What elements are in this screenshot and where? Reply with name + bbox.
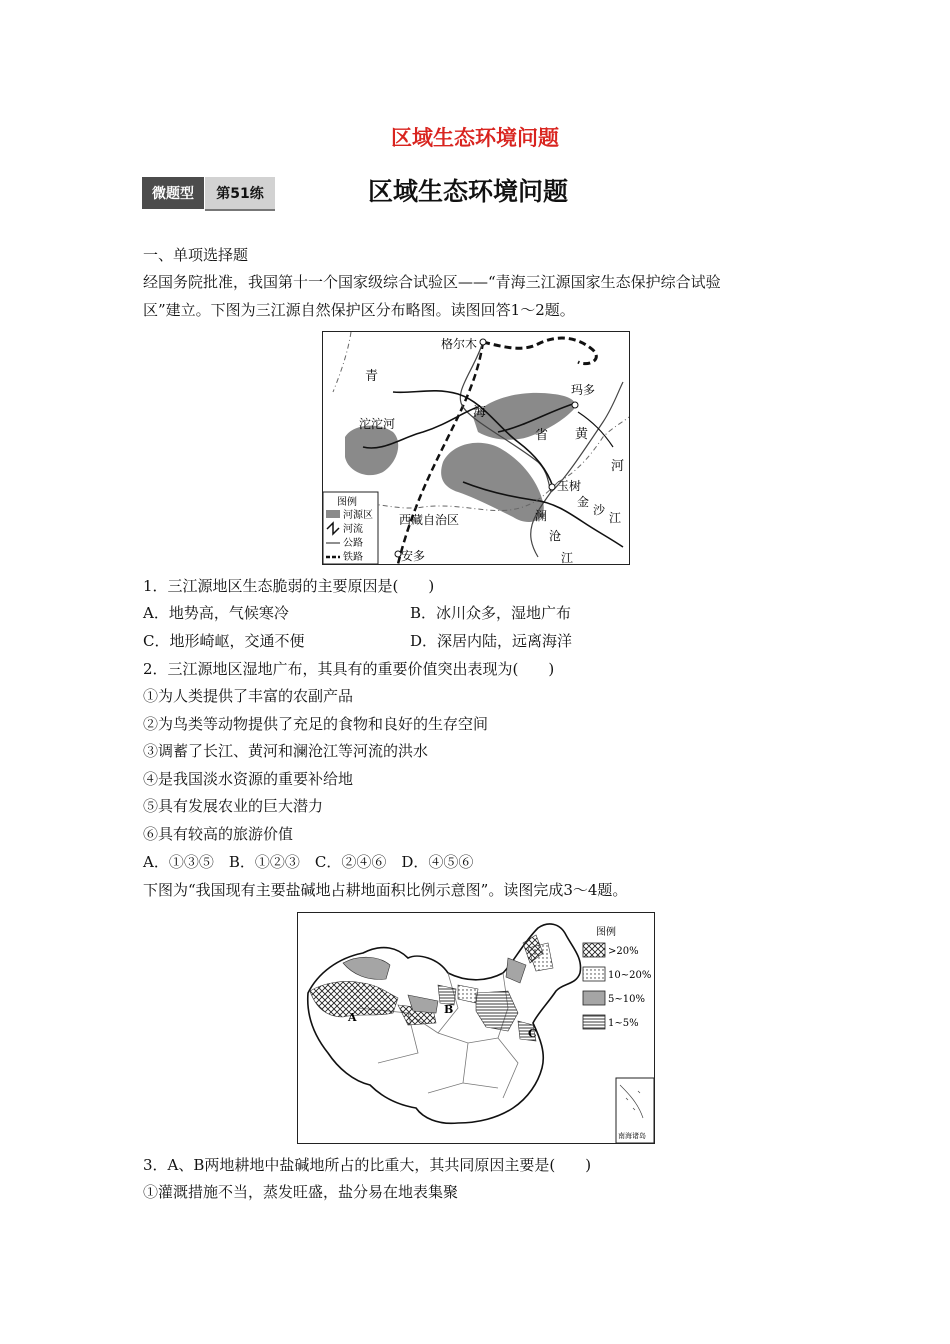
label-jin: 金	[577, 495, 590, 509]
intro-paragraph-line: 经国务院批准，我国第十一个国家级综合试验区——“青海三江源国家生态保护综合试验	[143, 273, 721, 291]
legend-source: 河源区	[343, 510, 373, 521]
label-tibet: 西藏自治区	[399, 513, 460, 527]
legend2-swatch-10-20	[583, 967, 605, 981]
label-qing: 青	[365, 369, 379, 384]
town-maduo-marker	[572, 402, 578, 408]
source-area-huanghe	[473, 393, 575, 440]
label-cang: 沧	[549, 529, 562, 543]
label-sheng: 省	[535, 428, 549, 443]
label-maduo: 玛多	[571, 383, 596, 397]
legend2-title: 图例	[596, 927, 616, 938]
q2-item: ⑤具有发展农业的巨大潜力	[143, 797, 324, 815]
q1-option-b[interactable]: B．冰川众多，湿地广布	[410, 604, 572, 622]
legend2-swatch-1-5	[583, 1015, 605, 1029]
q1-option-d[interactable]: D．深居内陆，远离海洋	[410, 632, 573, 650]
legend-road: 公路	[343, 538, 363, 549]
section-label: 一、单项选择题	[143, 246, 249, 264]
label-jiang2: 江	[561, 551, 574, 564]
legend2-swatch-over-20	[583, 943, 605, 957]
q2-item: ③调蓄了长江、黄河和澜沧江等河流的洪水	[143, 742, 429, 760]
intro2-paragraph: 下图为“我国现有主要盐碱地占耕地面积比例示意图”。读图完成3～4题。	[143, 881, 628, 899]
legend-river: 河流	[343, 524, 363, 535]
label-yushu: 玉树	[557, 479, 582, 493]
label-hai: 海	[473, 405, 487, 420]
sanjiangyuan-map	[322, 331, 630, 565]
legend2-10-20: 10~20%	[608, 970, 652, 981]
saline-land-map	[297, 912, 655, 1144]
exercise-number-tag: 第51练	[205, 177, 275, 211]
q3-item: ①灌溉措施不当，蒸发旺盛，盐分易在地表集聚	[143, 1183, 459, 1201]
label-he: 河	[611, 459, 625, 474]
q2-item: ④是我国淡水资源的重要补给地	[143, 770, 354, 788]
section-heading: 区域生态环境问题	[368, 177, 569, 206]
label-jiang: 江	[609, 511, 622, 525]
legend2-over-20: >20%	[608, 946, 639, 957]
label-golmud: 格尔木	[441, 337, 478, 351]
q1-option-c[interactable]: C．地形崎岖，交通不便	[143, 632, 305, 650]
page-title: 区域生态环境问题	[391, 126, 559, 150]
legend2-1-5: 1~5%	[608, 1018, 639, 1029]
source-area-tuotuo	[345, 426, 398, 475]
legend-rail: 铁路	[343, 552, 363, 563]
q2-stem: 2．三江源地区湿地广布，其具有的重要价值突出表现为( )	[143, 660, 555, 678]
intro-paragraph-line: 区”建立。下图为三江源自然保护区分布略图。读图回答1～2题。	[143, 301, 575, 319]
railway	[483, 338, 596, 364]
province-boundary	[333, 332, 351, 392]
legend2-swatch-5-10	[583, 991, 605, 1005]
inset-label: 南海诸岛	[618, 1132, 646, 1140]
label-sha: 沙	[593, 503, 606, 517]
micro-type-tag: 微题型	[142, 177, 204, 209]
label-c: C	[528, 1027, 537, 1040]
q1-option-a[interactable]: A．地势高，气候寒冷	[143, 604, 289, 622]
town-yushu-marker	[549, 484, 555, 490]
label-tuotuo-river: 沱沱河	[359, 417, 396, 431]
label-anduo: 安多	[401, 549, 426, 563]
label-b: B	[444, 1003, 454, 1016]
q2-options[interactable]: A．①③⑤ B．①②③ C．②④⑥ D．④⑤⑥	[143, 853, 474, 871]
q2-item: ①为人类提供了丰富的农副产品	[143, 687, 354, 705]
q2-item: ⑥具有较高的旅游价值	[143, 825, 294, 843]
legend-source-swatch	[326, 510, 340, 518]
q3-stem: 3．A、B两地耕地中盐碱地所占的比重大，其共同原因主要是( )	[143, 1156, 592, 1174]
legend2-5-10: 5~10%	[608, 994, 645, 1005]
q2-item: ②为鸟类等动物提供了充足的食物和良好的生存空间	[143, 715, 489, 733]
label-lan: 澜	[535, 509, 548, 523]
label-huang: 黄	[575, 427, 589, 442]
q1-stem: 1．三江源地区生态脆弱的主要原因是( )	[143, 577, 435, 595]
label-a: A	[348, 1011, 357, 1024]
saline-land-map-svg	[298, 913, 654, 1143]
legend-title: 图例	[337, 497, 357, 508]
sanjiangyuan-map-svg	[323, 332, 629, 564]
town-golmud-marker	[480, 339, 486, 345]
